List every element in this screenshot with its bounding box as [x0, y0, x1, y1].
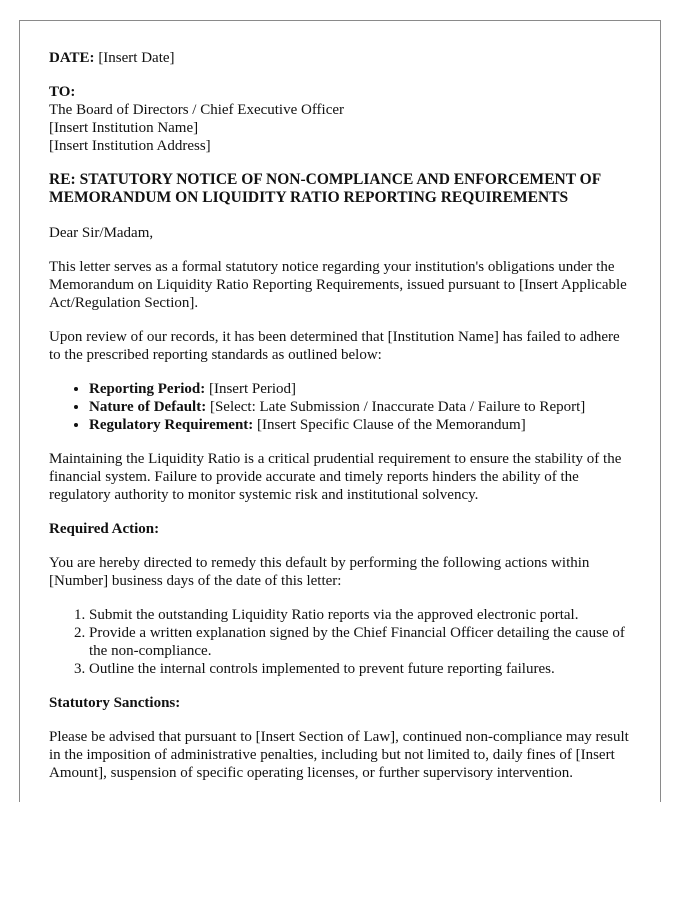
detail-label: Regulatory Requirement: — [89, 417, 254, 433]
list-item — [89, 416, 632, 434]
importance-paragraph: Maintaining the Liquidity Ratio is a critical prudential requirement to ensure the stability of the financial system. Failure to provide accurate and timely reports hinders the ability of the regulatory authority to monitor systemic risk and institutional solvency. — [49, 451, 622, 503]
list-item — [89, 398, 632, 416]
date-label: DATE: — [49, 50, 95, 66]
sanctions-heading: Statutory Sanctions: — [49, 695, 181, 711]
salutation: Dear Sir/Madam, — [49, 225, 154, 241]
intro-paragraph: This letter serves as a formal statutory notice regarding your institution's obligations under the Memorandum on Liquidity Ratio Reporting Requirements, issued pursuant to [Insert Applicable Act/Regulation Section]. — [49, 259, 627, 311]
date-line — [49, 49, 632, 67]
required-action-intro: You are hereby directed to remedy this default by performing the following actions within [Number] business days of the date of this letter: — [49, 555, 590, 589]
list-item: 3. Outline the internal controls implemented to prevent future reporting failures. — [89, 660, 632, 678]
recipient-line: The Board of Directors / Chief Executive Officer — [49, 102, 345, 118]
detail-value: [Select: Late Submission / Inaccurate Data / Failure to Report] — [209, 399, 586, 415]
review-paragraph: Upon review of our records, it has been determined that [Institution Name] has failed to adhere to the prescribed reporting standards as outlined below: — [49, 329, 620, 363]
letter-page — [19, 20, 661, 802]
required-actions-list — [49, 606, 632, 678]
required-action-heading: Required Action: — [49, 521, 160, 537]
list-item: 1. Submit the outstanding Liquidity Ratio reports via the approved electronic portal. — [89, 606, 632, 624]
detail-value: [Insert Specific Clause of the Memorandum] — [257, 417, 526, 433]
recipient-line: [Insert Institution Name] — [49, 120, 199, 136]
to-label: TO: — [49, 84, 76, 100]
detail-value: [Insert Period] — [208, 381, 297, 397]
list-item: 2. Provide a written explanation signed by the Chief Financial Officer detailing the cause of the non-compliance. — [89, 624, 632, 660]
date-value: [Insert Date] — [98, 50, 175, 66]
recipient-line: [Insert Institution Address] — [49, 138, 211, 154]
list-item — [89, 380, 632, 398]
recipient-block — [49, 83, 632, 155]
detail-label: Nature of Default: — [89, 399, 207, 415]
detail-label: Reporting Period: — [89, 381, 206, 397]
subject-line: RE: STATUTORY NOTICE OF NON-COMPLIANCE AND ENFORCEMENT OF MEMORANDUM ON LIQUIDITY RATIO REPORTING REQUIREMENTS — [49, 171, 601, 206]
default-details-list — [49, 380, 632, 434]
sanctions-paragraph: Please be advised that pursuant to [Insert Section of Law], continued non-compliance may result in the imposition of administrative penalties, including but not limited to, daily fines of [Insert Amount], suspension of specific operating licenses, or further supervisory intervention. — [49, 729, 629, 781]
